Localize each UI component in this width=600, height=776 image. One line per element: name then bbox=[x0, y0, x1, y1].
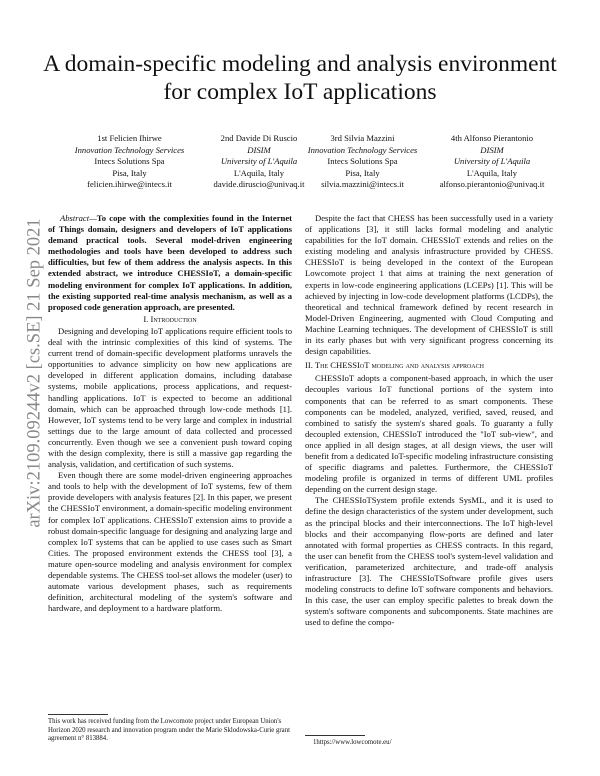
author-affiliation-2: Intecs Solutions Spa bbox=[94, 156, 165, 166]
intro-paragraph-2: Even though there are some model-driven engineering approaches and tools to help with the development of IoT systems, few of them provide developers with analysis features [2]. In this paper, we present the CHESSIoT environment, a domain-specific modeling environment for complex IoT applications. CHESSIoT extension aims to provide a robust domain-specific language for designing and analyzing large and complex IoT systems that can be applied to use cases such as Smart Cities. The proposed environment extends the CHESS tool [3], a mature open-source modeling and analysis environment for complex dependable systems. The CHESS tool-set allows the modeler (user) to automate various development phases, such as requirements definition, architectural modeling of the system's software and hardware, and deployment to a hardware platform. bbox=[48, 470, 292, 614]
author-affiliation: DISIM bbox=[247, 144, 271, 155]
author-location: L'Aquila, Italy bbox=[233, 167, 285, 178]
author-email: davide.diruscio@univaq.it bbox=[213, 179, 305, 189]
right-column bbox=[305, 213, 553, 628]
author-location: L'Aquila, Italy bbox=[466, 167, 518, 178]
section-heading-approach: II. The CHESSIoT modeling and analysis approach bbox=[305, 360, 484, 371]
section-heading-introduction: I. Introduction bbox=[143, 313, 197, 324]
author-ordinal: 4th bbox=[450, 133, 462, 143]
author-block bbox=[62, 133, 562, 189]
author-4 bbox=[422, 133, 562, 191]
abstract-label: Abstract bbox=[60, 213, 90, 223]
funding-footnote: This work has received funding from the Lowcomote project under European Union's Horizon 2020 research and innovation program under the Marie Sklodowska-Curie grant agreement n° 813884. bbox=[48, 718, 290, 743]
author-3 bbox=[295, 133, 430, 191]
right-paragraph-3: The CHESSIoTSystem profile extends SysML, and it is used to define the design characteristics of the system under development, such as the principal blocks and their interconnections. The IoT high-level blocks and their accompanying flow-ports are defined and later annotated with formal properties as CHESS contracts. In this regard, the user can benefit from the CHESS tool's system-level validation and verification, parameterized architecture, and trade-off analysis infrastructure [3]. The CHESSIoTSoftware profile gives users modeling constructs to define IoT software components and behaviors. In this case, the user can employ specific palettes to break down the system's software components and subcomponents. State machines are used to define the compo- bbox=[305, 495, 553, 628]
intro-paragraph-1: Designing and developing IoT applications require efficient tools to deal with the intrinsic complexities of this kind of systems. The current trend of domain-specific development platforms unravels the opportunities to advance simplicity on how new applications are developed in different application domains, including database systems, mobile applications, process applications, and request-handling applications. IoT is expected to become an additional domain, which can be approached through low-code methods [1]. However, IoT systems tend to be very large and complex in industrial settings due to the large amount of data collected and processed concurrently. Even though we see a convenient push toward coping with the design complexity, there is still a massive gap regarding the analysis, validation, and certification of such systems. bbox=[48, 325, 292, 470]
abstract-text: To cope with the complexities found in the Internet of Things domain, designers and developers of IoT applications demand practical tools. Several model-driven engineering methodologies and tools have been developed to address such difficulties, but few of them address the analysis aspects. In this extended abstract, we introduce CHESSIoT, a domain-specific modeling environment for complex IoT applications. In addition, the existing supported real-time analysis mechanism, as well as a proposed code generation approach, are presented. bbox=[48, 213, 292, 312]
author-name: Silvia Mazzini bbox=[344, 133, 395, 143]
author-name: Alfonso Pierantonio bbox=[463, 133, 534, 143]
author-affiliation: Innovation Technology Services bbox=[74, 144, 185, 155]
author-ordinal: 2nd bbox=[220, 133, 234, 143]
author-1 bbox=[62, 133, 197, 191]
author-name: Felicien Ihirwe bbox=[109, 133, 162, 143]
right-paragraph-2: CHESSIoT adopts a component-based approach, in which the user decouples various IoT functional portions of the system into components that can be referred to as smart components. These components can be modeled, analyzed, verified, saved, reused, and combined to satisfy the system's shared goals. To guaranty a fully decoupled extension, CHESSIoT introduced the "IoT sub-view", and once applied in all design stages, at all design views, the user will benefit from a dedicated IoT-specific modeling infrastructure consisting of specific diagrams and palettes. Furthermore, the CHESSIoT modeling profile is organized in terms of different UML profiles depending on the current design stage. bbox=[305, 373, 553, 495]
abstract: Abstract—To cope with the complexities found in the Internet of Things domain, designers and developers of IoT applications demand practical tools. Several model-driven engineering methodologies and tools have been developed to address such difficulties, but few of them address the analysis aspects. In this extended abstract, we introduce CHESSIoT, a domain-specific modeling environment for complex IoT applications. In addition, the existing supported real-time analysis mechanism, as well as a proposed code generation approach, are presented. bbox=[48, 213, 292, 312]
author-ordinal: 3rd bbox=[330, 133, 342, 143]
paper-title: A domain-specific modeling and analysis environment for complex IoT applications bbox=[43, 51, 557, 105]
author-affiliation-2: University of L'Aquila bbox=[220, 156, 298, 166]
url-footnote: 1https://www.lowcomote.eu/ bbox=[313, 739, 392, 746]
author-name: Davide Di Ruscio bbox=[235, 133, 298, 143]
author-ordinal: 1st bbox=[97, 133, 108, 143]
author-affiliation: Innovation Technology Services bbox=[307, 144, 418, 155]
footnote-rule-right bbox=[305, 735, 365, 736]
arxiv-stamp-text: arXiv:2109.09244v2 [cs.SE] 21 Sep 2021 bbox=[24, 218, 45, 528]
arxiv-stamp bbox=[20, 208, 50, 538]
author-affiliation-2: University of L'Aquila bbox=[453, 156, 531, 166]
left-column bbox=[48, 213, 292, 614]
author-affiliation-2: Intecs Solutions Spa bbox=[327, 156, 398, 166]
author-email: felicien.ihirwe@intecs.it bbox=[87, 179, 172, 189]
author-email: alfonso.pierantonio@univaq.it bbox=[439, 179, 545, 189]
author-location: Pisa, Italy bbox=[112, 167, 147, 178]
footnote-rule bbox=[48, 714, 108, 715]
author-location: Pisa, Italy bbox=[345, 167, 380, 178]
right-paragraph-1: Despite the fact that CHESS has been successfully used in a variety of applications [3], it still lacks formal modeling and analytic capabilities for the IoT domain. CHESSIoT extends and relies on the existing modeling and analysis infrastructure provided by CHESS. CHESSIoT is being developed in the context of the European Lowcomote project 1 that aims at training the next generation of experts in low-code engineering applications (LCEPs) [1]. This will be achieved by injecting in low-code development platforms (LCDPs), the theoretical and technical framework defined by recent research in Model-Driven Engineering, augmented with Cloud Computing and Machine Learning techniques. The development of CHESSIoT is still in its early phases but with very significant progress concerning its design capabilities. bbox=[305, 213, 553, 357]
author-email: silvia.mazzini@intecs.it bbox=[321, 179, 404, 189]
author-affiliation: DISIM bbox=[480, 144, 504, 155]
